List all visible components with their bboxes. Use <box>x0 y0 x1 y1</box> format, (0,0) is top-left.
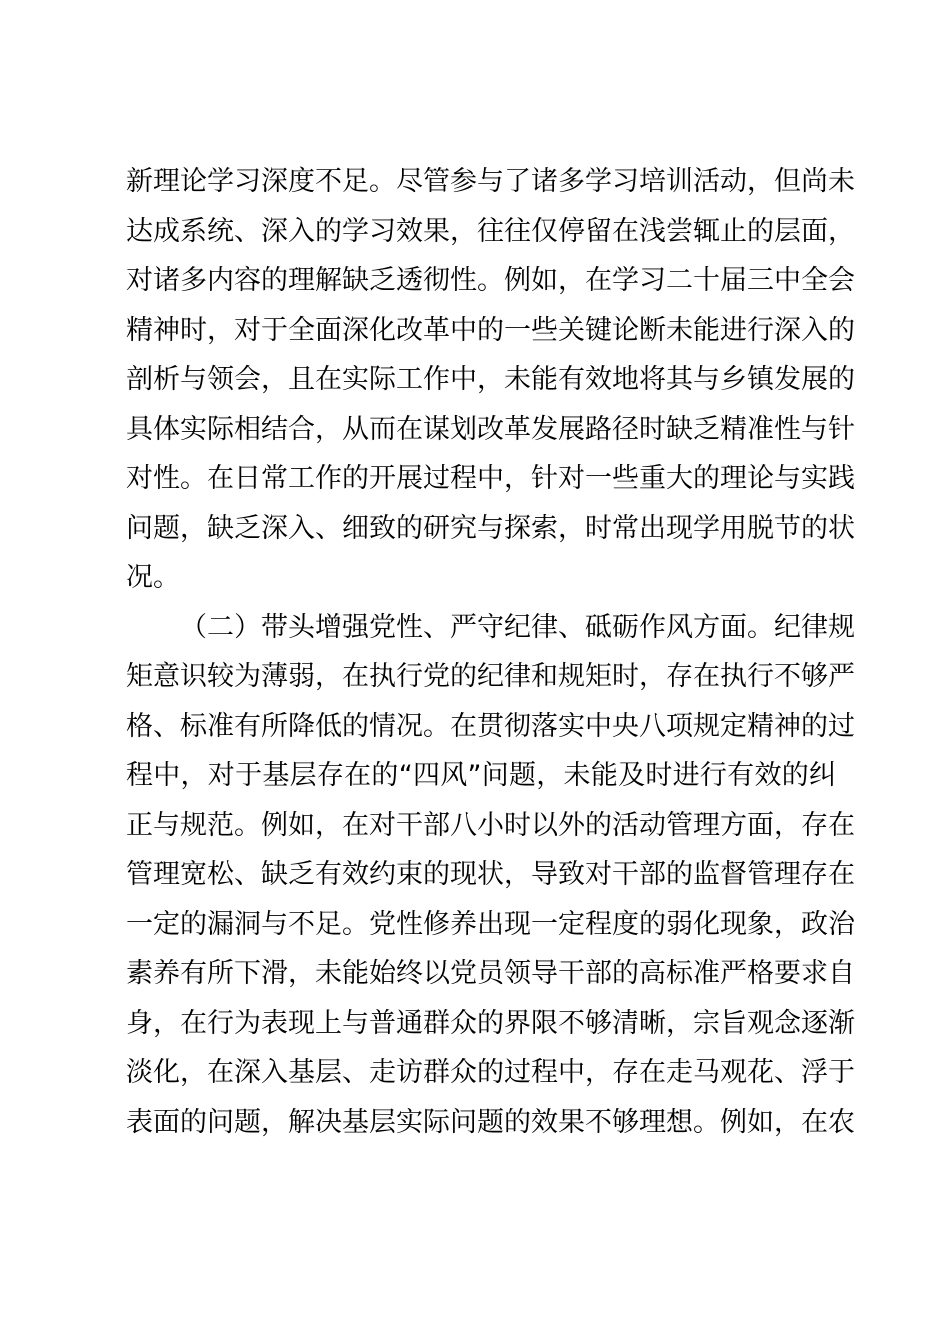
text-line: 身，在行为表现上与普通群众的界限不够清晰，宗旨观念逐渐 <box>126 1007 855 1039</box>
text-line: 正与规范。例如，在对干部八小时以外的活动管理方面，存在 <box>126 809 855 841</box>
text-line: 素养有所下滑，未能始终以党员领导干部的高标准严格要求自 <box>126 958 855 989</box>
text-line: 淡化，在深入基层、走访群众的过程中，存在走马观花、浮于 <box>126 1057 855 1088</box>
text-line: 况。 <box>126 562 180 593</box>
text-line: 程中，对于基层存在的“四风”问题，未能及时进行有效的纠 <box>126 760 836 791</box>
text-line: 矩意识较为薄弱，在执行党的纪律和规矩时，存在执行不够严 <box>126 661 855 692</box>
text-line: 表面的问题，解决基层实际问题的效果不够理想。例如，在农 <box>126 1106 855 1138</box>
text-line: 具体实际相结合，从而在谋划改革发展路径时缺乏精准性与针 <box>126 413 855 445</box>
text-line: 对诸多内容的理解缺乏透彻性。例如，在学习二十届三中全会 <box>126 265 855 296</box>
text-line: 剖析与领会，且在实际工作中，未能有效地将其与乡镇发展的 <box>126 364 855 395</box>
text-line: 管理宽松、缺乏有效约束的现状，导致对干部的监督管理存在 <box>126 859 855 890</box>
text-line: 对性。在日常工作的开展过程中，针对一些重大的理论与实践 <box>126 463 855 494</box>
body-text <box>126 157 855 1147</box>
text-line: 一定的漏洞与不足。党性修养出现一定程度的弱化现象，政治 <box>126 908 855 940</box>
text-line: 达成系统、深入的学习效果，往往仅停留在浅尝辄止的层面， <box>126 215 855 247</box>
text-line: 问题，缺乏深入、细致的研究与探索，时常出现学用脱节的状 <box>126 512 855 544</box>
text-line: 格、标准有所降低的情况。在贯彻落实中央八项规定精神的过 <box>126 710 855 742</box>
text-line: 精神时，对于全面深化改革中的一些关键论断未能进行深入的 <box>126 314 855 346</box>
text-line: 新理论学习深度不足。尽管参与了诸多学习培训活动，但尚未 <box>126 166 855 197</box>
section-heading-line: （二）带头增强党性、严守纪律、砥砺作风方面。纪律规 <box>180 611 855 643</box>
